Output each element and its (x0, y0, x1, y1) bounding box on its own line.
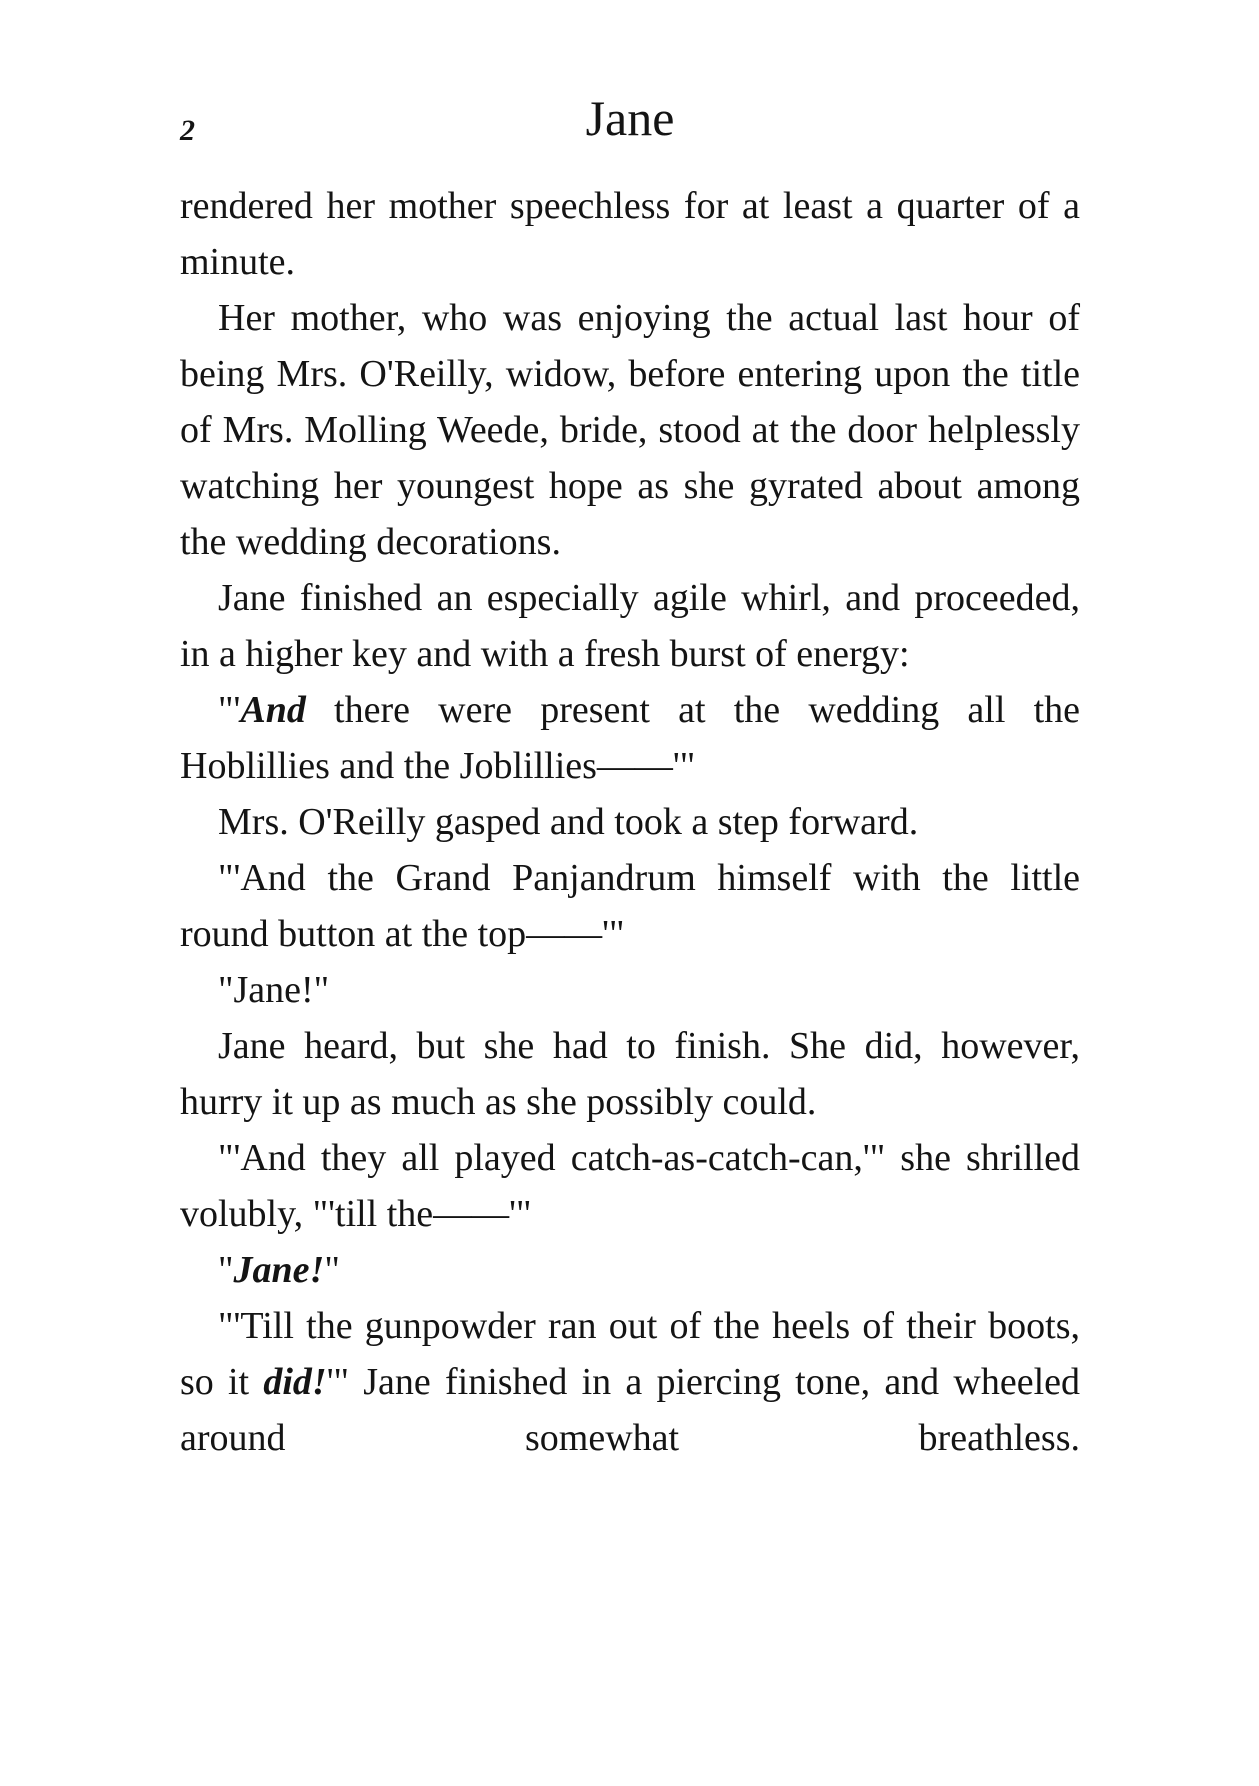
paragraph-emphasis: Jane! (233, 1249, 325, 1291)
paragraph-text: " (324, 1249, 340, 1291)
body-text (180, 178, 1080, 1466)
paragraph: Mrs. O'Reilly gasped and took a step forward. (218, 801, 919, 843)
paragraph: "'And they all played catch-as-catch-can,'" she shrilled volubly, "'till the——'" (180, 1137, 1080, 1235)
paragraph (180, 1298, 1080, 1466)
paragraph-text-before: "'Till the gunpowder ran out of the heels of their boots, so it (180, 1305, 1080, 1403)
paragraph: Jane finished an especially agile whirl, and proceeded, in a higher key and with a fresh burst of energy: (180, 577, 1080, 675)
page-number: 2 (180, 114, 195, 147)
paragraph-emphasis: And (240, 689, 306, 731)
book-page (180, 88, 1080, 1466)
paragraph (180, 682, 1080, 794)
paragraph-text: '" Jane finished in a piercing tone, and wheeled around somewhat breathless. (180, 1361, 1080, 1459)
paragraph: rendered her mother speechless for at least a quarter of a minute. (180, 185, 1080, 283)
paragraph (180, 1242, 1080, 1298)
paragraph-open-quote: "' (218, 689, 241, 731)
paragraph: "Jane!" (218, 969, 330, 1011)
running-head (180, 88, 1080, 168)
paragraph-text: there were present at the wedding all the Hoblillies and the Joblillies——'" (180, 689, 1080, 787)
paragraph: "'And the Grand Panjandrum himself with the little round button at the top——'" (180, 857, 1080, 955)
paragraph: Jane heard, but she had to finish. She did, however, hurry it up as much as she possibly could. (180, 1025, 1080, 1123)
paragraph-open-quote: " (218, 1249, 234, 1291)
paragraph: Her mother, who was enjoying the actual last hour of being Mrs. O'Reilly, widow, before entering upon the title of Mrs. Molling Weede, bride, stood at the door helplessly watching her youngest hope as she gyrated about among the wedding decorations. (180, 297, 1080, 563)
paragraph-emphasis: did! (263, 1361, 327, 1403)
running-title: Jane (585, 90, 675, 146)
